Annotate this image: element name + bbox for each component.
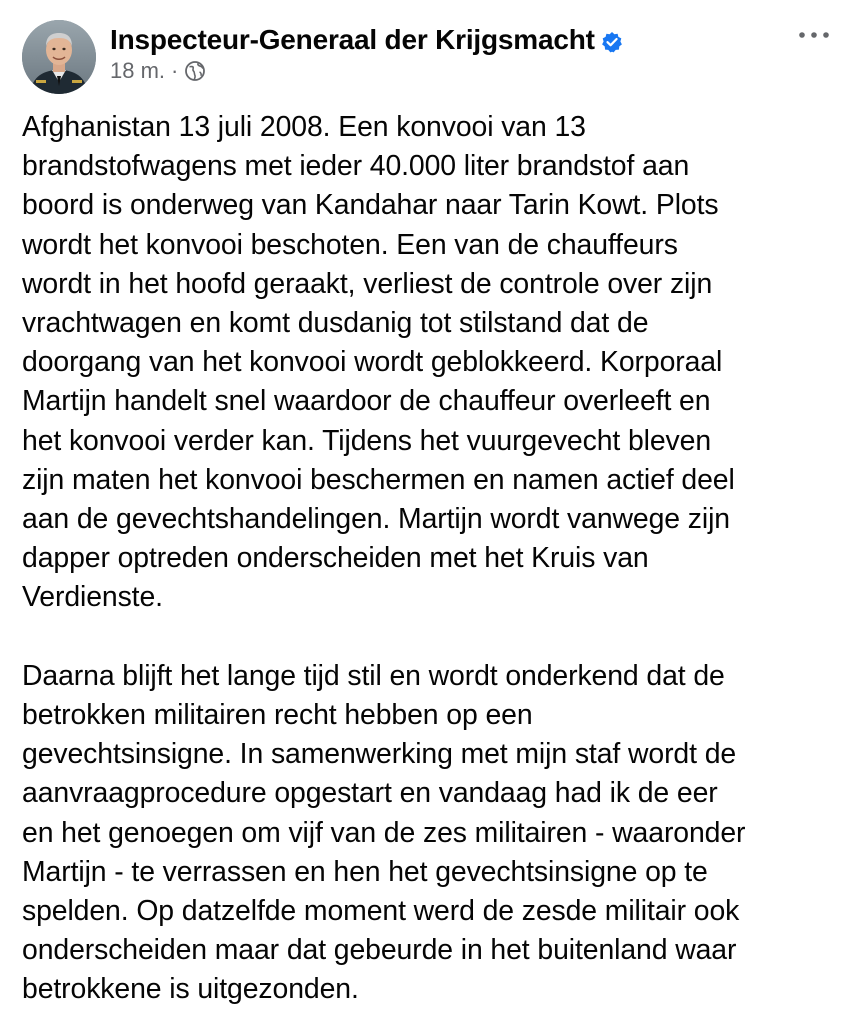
more-options-button[interactable] [794, 20, 834, 50]
verified-badge-icon [601, 31, 623, 53]
post-timestamp[interactable]: 18 m. [110, 58, 166, 83]
author-avatar[interactable] [22, 20, 96, 94]
more-horizontal-icon [794, 20, 834, 50]
post-header [22, 18, 842, 94]
post-meta [110, 58, 623, 84]
author-row [110, 24, 623, 56]
author-name[interactable]: Inspecteur-Generaal der Krijgsmacht [110, 24, 595, 55]
meta-separator: · [171, 58, 179, 83]
post-body-text [22, 108, 842, 1010]
author-block [110, 24, 623, 84]
post-paragraph-1: Afghanistan 13 juli 2008. Een konvooi van 13 brandstofwagens met ieder 40.000 liter brandstof aan boord is onderweg van Kandahar naar Tarin Kowt. Plots wordt het konvooi beschoten. Een van de chauffeurs wordt in het hoofd geraakt, verliest de controle over zijn vrachtwagen en komt dusdanig tot stilstand dat de doorgang van het konvooi wordt geblokkeerd. Korporaal Martijn handelt snel waardoor de chauffeur overleeft en het konvooi verder kan. Tijdens het vuurgevecht bleven zijn maten het konvooi beschermen en namen actief deel aan de gevechtshandelingen. Martijn wordt vanwege zijn dapper optreden onderscheiden met het Kruis van Verdienste. [22, 111, 735, 614]
globe-icon[interactable] [184, 60, 206, 82]
avatar-portrait-image [22, 20, 96, 94]
post-paragraph-2: Daarna blijft het lange tijd stil en wordt onderkend dat de betrokken militairen recht hebben op een gevechtsinsigne. In samenwerking met mijn staf wordt de aanvraagprocedure opgestart en vandaag had ik de eer en het genoegen om vijf van de zes militairen - waaronder Martijn - te verrassen en hen het gevechtsinsigne op te spelden. Op datzelfde moment werd de zesde militair ook onderscheiden maar dat gebeurde in het buitenland waar betrokkene is uitgezonden. [22, 659, 746, 1006]
